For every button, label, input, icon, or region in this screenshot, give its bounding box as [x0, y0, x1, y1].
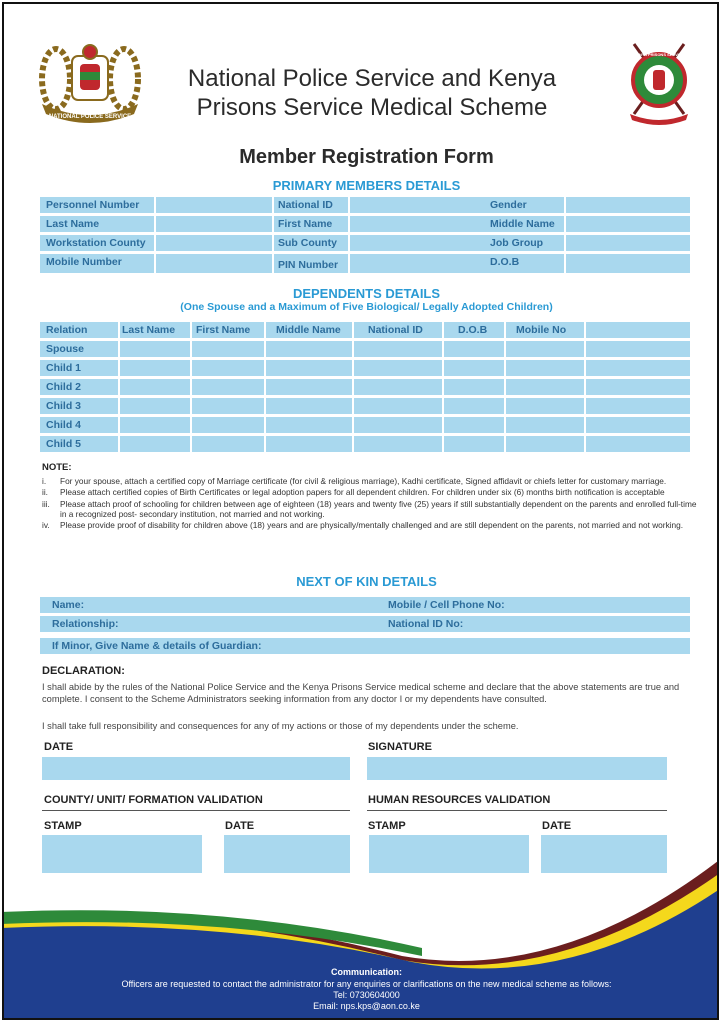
primary-label: Personnel Number: [46, 199, 140, 211]
note-number: ii.: [42, 487, 48, 498]
form-title: Member Registration Form: [239, 146, 494, 168]
dependent-row-child-1[interactable]: [40, 360, 690, 376]
declaration-responsibility: I shall take full responsibility and consequences for any of my actions or those of my dependents under the scheme.: [42, 721, 519, 731]
notes-list: [42, 476, 697, 532]
stamp-left-label: STAMP: [44, 820, 82, 832]
kin-row-1[interactable]: [40, 597, 690, 613]
hr-validation-label: HUMAN RESOURCES VALIDATION: [368, 794, 551, 806]
column-header: Last Name: [122, 324, 176, 336]
page-frame: [2, 2, 719, 1020]
note-title: NOTE:: [42, 462, 72, 473]
column-header: National ID: [368, 324, 423, 336]
relation-label: Child 5: [46, 438, 82, 450]
primary-label: Job Group: [490, 237, 544, 249]
scheme-title-line1: National Police Service and Kenya: [187, 65, 557, 92]
primary-row-1[interactable]: [40, 197, 690, 213]
primary-label: Mobile Number: [46, 256, 122, 268]
note-item: [42, 487, 697, 497]
kenya-prisons-service-logo: [626, 40, 692, 126]
kin-mobile-label: Mobile / Cell Phone No:: [388, 599, 505, 611]
note-text: For your spouse, attach a certified copy of Marriage certificate (for civil & religious marriage), Kadhi certificate, Signed affidavit or chiefs letter for customary marriage.: [60, 476, 667, 486]
national-police-service-logo: [34, 34, 146, 124]
kin-guardian-label: If Minor, Give Name & details of Guardian:: [52, 640, 262, 652]
column-header: First Name: [196, 324, 251, 336]
note-item: [42, 520, 697, 530]
kin-relationship-label: Relationship:: [52, 618, 119, 630]
dependent-row-child-5[interactable]: [40, 436, 690, 452]
relation-label: Child 4: [46, 419, 82, 431]
primary-label: National ID: [278, 199, 333, 211]
primary-label: First Name: [278, 218, 333, 230]
primary-label: Last Name: [46, 218, 100, 230]
declaration-title: DECLARATION:: [42, 665, 125, 677]
scheme-title: [162, 64, 582, 122]
dependent-row-child-4[interactable]: [40, 417, 690, 433]
next-of-kin-heading: NEXT OF KIN DETAILS: [296, 574, 437, 589]
kin-row-2[interactable]: [40, 616, 690, 632]
stamp-right-label: STAMP: [368, 820, 406, 832]
column-header: Mobile No: [516, 324, 567, 336]
dependents-subheading: (One Spouse and a Maximum of Five Biological/ Legally Adopted Children): [180, 301, 553, 313]
kin-row-guardian[interactable]: [40, 638, 690, 654]
primary-label: D.O.B: [490, 256, 520, 268]
primary-row-2[interactable]: [40, 216, 690, 232]
note-item: [42, 476, 697, 486]
note-text: Please provide proof of disability for children above (18) years and are physically/mentally challenged and are still dependent on the parents, not married and not working.: [60, 520, 684, 531]
scheme-title-line2: Prisons Service Medical Scheme: [196, 94, 548, 121]
footer-tel: Tel: 0730604000: [333, 990, 400, 1000]
hr-validation-underline: [367, 810, 667, 811]
dependents-header-row: [40, 322, 690, 338]
primary-members-heading: PRIMARY MEMBERS DETAILS: [272, 178, 461, 193]
relation-label: Child 2: [46, 381, 82, 393]
primary-label: Middle Name: [490, 218, 555, 230]
left-logo-text: NATIONAL POLICE SERVICE: [48, 114, 132, 120]
column-header: D.O.B: [458, 324, 488, 336]
note-item: [42, 499, 697, 519]
primary-row-4[interactable]: [40, 254, 690, 273]
date-label: DATE: [44, 741, 74, 753]
date-field[interactable]: [42, 757, 350, 780]
primary-label: PIN Number: [278, 259, 339, 271]
note-text: Please attach proof of schooling for children between age of eighteen (18) years and twenty five (25) years if still substantially dependent on the parents and enrolled full-time in a recognized post- secondary institution, not married and not working.: [60, 498, 697, 519]
county-validation-underline: [42, 810, 350, 811]
relation-label: Child 3: [46, 400, 82, 412]
note-number: iii.: [42, 498, 50, 509]
dependent-row-child-2[interactable]: [40, 379, 690, 395]
dependent-row-child-3[interactable]: [40, 398, 690, 414]
primary-label: Gender: [490, 199, 527, 211]
date-right-label: DATE: [542, 820, 572, 832]
footer-heading: Communication:: [331, 967, 402, 977]
note-text: Please attach certified copies of Birth Certificates or legal adoption papers for all dependent children. For children under six (6) months birth notification is acceptable: [60, 487, 665, 498]
date-left-label: DATE: [225, 820, 255, 832]
primary-row-3[interactable]: [40, 235, 690, 251]
primary-label: Sub County: [278, 237, 337, 249]
signature-field[interactable]: [367, 757, 667, 780]
primary-label: Workstation County: [46, 237, 146, 249]
column-header: Middle Name: [276, 324, 341, 336]
footer-email[interactable]: Email: nps.kps@aon.co.ke: [313, 1001, 420, 1011]
declaration-text: I shall abide by the rules of the National Police Service and the Kenya Prisons Service medical scheme and declare that the above statements are true and complete. I consent to the Scheme Administrators seeking information from any doctor I or my dependents have consulted.: [42, 682, 680, 704]
county-validation-label: COUNTY/ UNIT/ FORMATION VALIDATION: [44, 794, 263, 806]
right-logo-text: KENYA PRISONS SERVICE: [633, 52, 685, 57]
signature-label: SIGNATURE: [368, 741, 432, 753]
kin-name-label: Name:: [52, 599, 85, 611]
footer-line1: Officers are requested to contact the administrator for any enquiries or clarifications on the new medical scheme as follows:: [121, 979, 612, 989]
column-header: Relation: [46, 324, 88, 336]
kin-national-id-label: National ID No:: [388, 618, 464, 630]
relation-label: Child 1: [46, 362, 82, 374]
note-number: i.: [42, 476, 47, 486]
relation-label: Spouse: [46, 343, 84, 355]
dependent-row-spouse[interactable]: [40, 341, 690, 357]
note-number: iv.: [42, 520, 50, 531]
dependents-heading: DEPENDENTS DETAILS: [292, 286, 441, 301]
